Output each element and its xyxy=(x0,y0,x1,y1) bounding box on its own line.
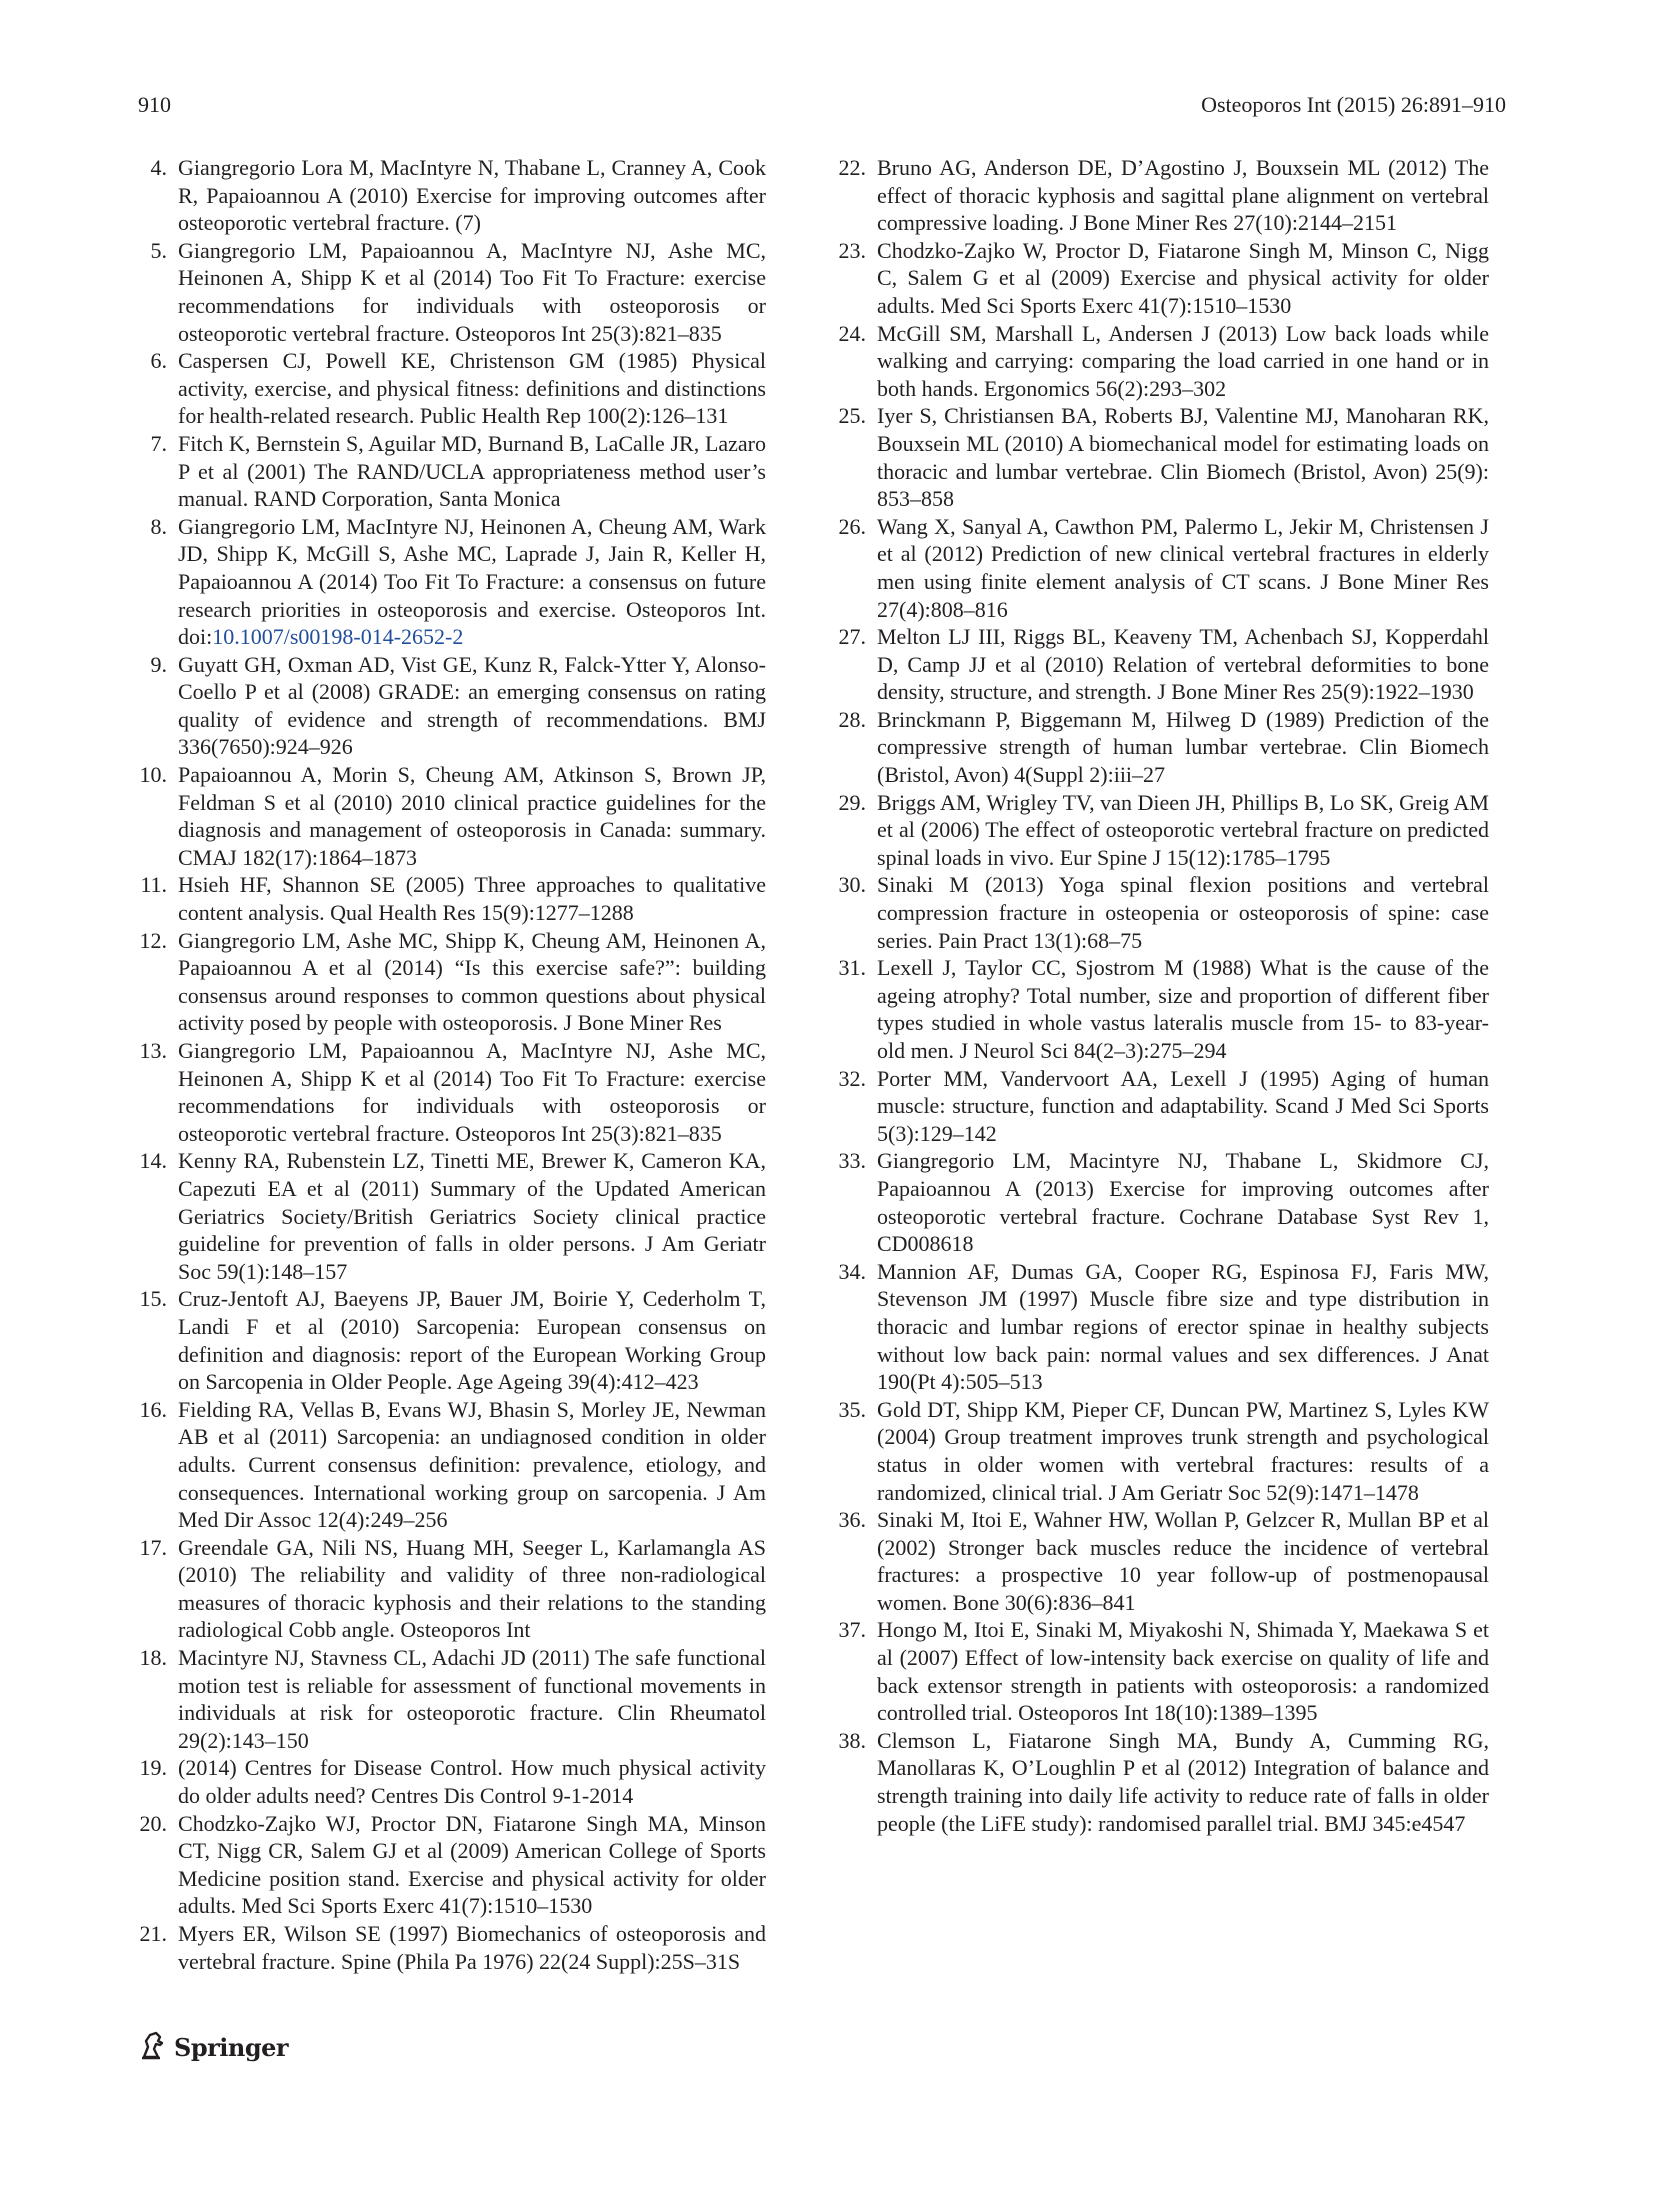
reference-number: 22. xyxy=(838,155,866,180)
reference-item xyxy=(138,1644,766,1754)
reference-item xyxy=(837,1727,1489,1837)
reference-item xyxy=(138,1285,766,1395)
reference-citation: Briggs AM, Wrigley TV, van Dieen JH, Phillips B, Lo SK, Greig AM et al (2006) The effect of osteoporotic vertebral fracture on predicted spinal loads in vivo. Eur Spine J 15(12):1785–1795 xyxy=(877,789,1489,870)
running-head: Osteoporos Int (2015) 26:891–910 xyxy=(1201,92,1506,117)
reference-number: 18. xyxy=(139,1645,167,1671)
reference-number: 24. xyxy=(838,320,866,346)
reference-number: 33. xyxy=(838,1148,866,1174)
reference-item xyxy=(138,1810,766,1920)
reference-item xyxy=(138,1920,766,1975)
reference-text xyxy=(178,1644,766,1754)
reference-number: 37. xyxy=(838,1617,866,1643)
reference-citation: Sinaki M, Itoi E, Wahner HW, Wollan P, Gelzcer R, Mullan BP et al (2002) Stronger back muscles reduce the incidence of vertebral fractures: a prospective 10 year follow-up of postmenopausal women. Bone 30(6):836–841 xyxy=(877,1507,1489,1615)
reference-citation: Gold DT, Shipp KM, Pieper CF, Duncan PW, Martinez S, Lyles KW (2004) Group treatment improves trunk strength and psychological status in older women with vertebral fractures: results of a randomized, clinical trial. J Am Geriatr Soc 52(9):1471–1478 xyxy=(877,1396,1489,1505)
reference-number: 14. xyxy=(139,1148,167,1174)
reference-citation: Hsieh HF, Shannon SE (2005) Three approaches to qualitative content analysis. Qual Health Res 15(9):1277–1288 xyxy=(178,872,766,926)
reference-item xyxy=(138,1534,766,1644)
reference-citation: Fielding RA, Vellas B, Evans WJ, Bhasin S, Morley JE, Newman AB et al (2011) Sarcopenia: an undiagnosed condition in older adults. Current consensus definition: prevalence, etiology, and consequences. International working group on sarcopenia. J Am Med Dir Assoc 12(4):249–256 xyxy=(178,1396,766,1533)
reference-citation: Porter MM, Vandervoort AA, Lexell J (1995) Aging of human muscle: structure, function and adaptability. Scand J Med Sci Sports 5(3):129–142 xyxy=(877,1065,1489,1146)
reference-text xyxy=(877,789,1489,872)
reference-item xyxy=(837,706,1489,789)
reference-citation: Chodzko-Zajko W, Proctor D, Fiatarone Singh M, Minson C, Nigg C, Salem G et al (2009) Exercise and physical activity for older adults. Med Sci Sports Exerc 41(7):1510–1530 xyxy=(877,237,1489,318)
reference-item xyxy=(837,1616,1489,1726)
reference-item xyxy=(138,1147,766,1285)
reference-number: 23. xyxy=(838,237,866,263)
reference-item xyxy=(138,347,766,430)
reference-citation: Sinaki M (2013) Yoga spinal flexion positions and vertebral compression fracture in osteopenia or osteoporosis of spine: case series. Pain Pract 13(1):68–75 xyxy=(877,872,1489,953)
reference-text xyxy=(178,651,766,761)
reference-item xyxy=(138,237,766,347)
reference-number: 9. xyxy=(150,651,167,677)
reference-item xyxy=(837,1506,1489,1616)
reference-number: 26. xyxy=(838,513,866,539)
reference-citation: Caspersen CJ, Powell KE, Christenson GM (1985) Physical activity, exercise, and physical fitness: definitions and distinctions for health-related research. Public Health Rep 100(2):126–131 xyxy=(178,348,766,429)
reference-citation: Wang X, Sanyal A, Cawthon PM, Palermo L, Jekir M, Christensen J et al (2012) Prediction of new clinical vertebral fractures in elderly men using finite element analysis of CT scans. J Bone Miner Res 27(4):808–816 xyxy=(877,513,1489,622)
reference-citation: Iyer S, Christiansen BA, Roberts BJ, Valentine MJ, Manoharan RK, Bouxsein ML (2010) A biomechanical model for estimating loads on thoracic and lumbar vertebrae. Clin Biomech (Bristol, Avon) 25(9): 853–858 xyxy=(877,403,1489,512)
reference-citation: Cruz-Jentoft AJ, Baeyens JP, Bauer JM, Boirie Y, Cederholm T, Landi F et al (2010) Sarcopenia: European consensus on definition and diagnosis: report of the European Working Group on Sarcopenia in Older People. Age Ageing 39(4):412–423 xyxy=(178,1286,766,1395)
reference-item xyxy=(138,513,766,651)
reference-text xyxy=(178,1396,766,1534)
reference-item xyxy=(837,237,1489,320)
reference-text xyxy=(178,347,766,430)
reference-number: 6. xyxy=(150,348,167,374)
reference-item xyxy=(837,320,1489,403)
reference-number: 35. xyxy=(838,1396,866,1422)
reference-text xyxy=(877,1727,1489,1837)
reference-text xyxy=(877,402,1489,512)
reference-text xyxy=(877,871,1489,954)
reference-text xyxy=(178,761,766,871)
publisher-name: Springer xyxy=(174,2033,289,2062)
reference-item xyxy=(138,1037,766,1147)
reference-citation: Bruno AG, Anderson DE, D’Agostino J, Bouxsein ML (2012) The effect of thoracic kyphosis and sagittal plane alignment on vertebral compressive loading. J Bone Miner Res 27(10):2144–2151 xyxy=(877,155,1489,236)
reference-text xyxy=(178,1920,766,1975)
reference-number: 25. xyxy=(838,403,866,429)
reference-number: 7. xyxy=(150,430,167,456)
reference-item xyxy=(138,1396,766,1534)
reference-item xyxy=(837,623,1489,706)
reference-text xyxy=(877,1258,1489,1396)
reference-number: 19. xyxy=(139,1755,167,1781)
reference-citation: Giangregorio LM, Macintyre NJ, Thabane L, Skidmore CJ, Papaioannou A (2013) Exercise for improving outcomes after osteoporotic vertebral fracture. Cochrane Database Syst Rev 1, CD008618 xyxy=(877,1148,1489,1257)
reference-text xyxy=(877,1147,1489,1257)
springer-logo xyxy=(138,2029,288,2066)
springer-horse-icon xyxy=(138,2029,170,2066)
reference-text xyxy=(178,1810,766,1920)
reference-citation: Lexell J, Taylor CC, Sjostrom M (1988) What is the cause of the ageing atrophy? Total number, size and proportion of different fiber types studied in whole vastus lateralis muscle from 15- to 83-year-old men. J Neurol Sci 84(2–3):275–294 xyxy=(877,955,1489,1063)
reference-item xyxy=(837,789,1489,872)
reference-text xyxy=(178,154,766,237)
reference-citation: Myers ER, Wilson SE (1997) Biomechanics of osteoporosis and vertebral fracture. Spine (Phila Pa 1976) 22(24 Suppl):25S–31S xyxy=(178,1921,766,1974)
reference-citation: Melton LJ III, Riggs BL, Keaveny TM, Achenbach SJ, Kopperdahl D, Camp JJ et al (2010) Relation of vertebral deformities to bone density, structure, and strength. J Bone Miner Res 25(9):1922–1930 xyxy=(877,624,1489,705)
reference-text xyxy=(877,954,1489,1064)
reference-text xyxy=(877,1396,1489,1506)
reference-item xyxy=(837,402,1489,512)
reference-item xyxy=(837,154,1489,237)
reference-text xyxy=(178,1534,766,1644)
reference-citation: Guyatt GH, Oxman AD, Vist GE, Kunz R, Falck-Ytter Y, Alonso-Coello P et al (2008) GRADE: an emerging consensus on rating quality of evidence and strength of recommendations. BMJ 336(7650):924–926 xyxy=(178,651,766,760)
reference-citation: Papaioannou A, Morin S, Cheung AM, Atkinson S, Brown JP, Feldman S et al (2010) 2010 clinical practice guidelines for the diagnosis and management of osteoporosis in Canada: summary. CMAJ 182(17):1864–1873 xyxy=(178,762,766,870)
reference-number: 16. xyxy=(139,1396,167,1422)
reference-number: 32. xyxy=(838,1065,866,1091)
reference-item xyxy=(837,1065,1489,1148)
reference-text xyxy=(877,1506,1489,1616)
reference-text xyxy=(178,237,766,347)
reference-text xyxy=(877,513,1489,623)
reference-text xyxy=(877,237,1489,320)
reference-citation: McGill SM, Marshall L, Andersen J (2013) Low back loads while walking and carrying: comparing the load carried in one hand or in both hands. Ergonomics 56(2):293–302 xyxy=(877,320,1489,401)
reference-citation: Fitch K, Bernstein S, Aguilar MD, Burnand B, LaCalle JR, Lazaro P et al (2001) The RAND/UCLA appropriateness method user’s manual. RAND Corporation, Santa Monica xyxy=(178,430,766,512)
reference-item xyxy=(138,154,766,237)
reference-item xyxy=(138,1754,766,1809)
reference-text xyxy=(178,430,766,513)
reference-item xyxy=(837,871,1489,954)
reference-number: 31. xyxy=(838,955,866,981)
reference-item xyxy=(138,651,766,761)
reference-number: 29. xyxy=(838,789,866,815)
reference-number: 4. xyxy=(150,155,167,180)
reference-text xyxy=(178,513,766,651)
references-left-column xyxy=(138,154,766,1975)
reference-item xyxy=(138,927,766,1037)
reference-text xyxy=(178,1037,766,1147)
reference-text xyxy=(178,1285,766,1395)
reference-citation: Chodzko-Zajko WJ, Proctor DN, Fiatarone Singh MA, Minson CT, Nigg CR, Salem GJ et al (2009) American College of Sports Medicine position stand. Exercise and physical activity for older adults. Med Sci Sports Exerc 41(7):1510–1530 xyxy=(178,1810,766,1919)
references-right-column xyxy=(837,154,1489,1837)
reference-number: 15. xyxy=(139,1286,167,1312)
reference-text xyxy=(178,927,766,1037)
reference-number: 21. xyxy=(139,1921,167,1946)
reference-number: 12. xyxy=(139,927,167,953)
reference-citation: Giangregorio LM, Papaioannou A, MacIntyre NJ, Ashe MC, Heinonen A, Shipp K et al (2014) Too Fit To Fracture: exercise recommendations for individuals with osteoporosis or osteoporotic vertebral fracture. Osteoporos Int 25(3):821–835 xyxy=(178,237,766,346)
reference-item xyxy=(837,954,1489,1064)
reference-item xyxy=(138,871,766,926)
reference-number: 20. xyxy=(139,1810,167,1836)
reference-text xyxy=(877,154,1489,237)
reference-number: 8. xyxy=(150,513,167,539)
reference-text xyxy=(178,871,766,926)
reference-number: 13. xyxy=(139,1038,167,1063)
doi-link[interactable]: 10.1007/s00198-014-2652-2 xyxy=(212,624,464,650)
reference-citation: Macintyre NJ, Stavness CL, Adachi JD (2011) The safe functional motion test is reliable for assessment of functional movements in individuals at risk for osteoporotic fracture. Clin Rheumatol 29(2):143–150 xyxy=(178,1645,766,1753)
reference-item xyxy=(138,761,766,871)
reference-number: 28. xyxy=(838,706,866,732)
reference-citation: Giangregorio LM, Papaioannou A, MacIntyre NJ, Ashe MC, Heinonen A, Shipp K et al (2014) Too Fit To Fracture: exercise recommendations for individuals with osteoporosis or osteoporotic vertebral fracture. Osteoporos Int 25(3):821–835 xyxy=(178,1038,766,1146)
reference-citation: Greendale GA, Nili NS, Huang MH, Seeger L, Karlamangla AS (2010) The reliability and validity of three non-radiological measures of thoracic kyphosis and their relations to the standing radiological Cobb angle. Osteoporos Int xyxy=(178,1534,766,1643)
reference-citation: Clemson L, Fiatarone Singh MA, Bundy A, Cumming RG, Manollaras K, O’Loughlin P et al (2012) Integration of balance and strength training into daily life activity to reduce rate of falls in older people (the LiFE study): randomised parallel trial. BMJ 345:e4547 xyxy=(877,1727,1489,1836)
reference-number: 27. xyxy=(838,624,866,650)
reference-number: 30. xyxy=(838,872,866,898)
reference-citation: Giangregorio LM, MacIntyre NJ, Heinonen A, Cheung AM, Wark JD, Shipp K, McGill S, Ashe MC, Laprade J, Jain R, Keller H, Papaioannou A (2014) Too Fit To Fracture: a consensus on future research priorities in osteoporosis and exercise. Osteoporos Int. doi: xyxy=(178,513,766,650)
reference-item xyxy=(837,1258,1489,1396)
reference-citation: Giangregorio Lora M, MacIntyre N, Thabane L, Cranney A, Cook R, Papaioannou A (2010) Exercise for improving outcomes after osteoporotic vertebral fracture. (7) xyxy=(178,155,766,236)
reference-text xyxy=(877,1065,1489,1148)
reference-number: 34. xyxy=(838,1258,866,1284)
reference-number: 10. xyxy=(139,762,167,788)
reference-citation: Mannion AF, Dumas GA, Cooper RG, Espinosa FJ, Faris MW, Stevenson JM (1997) Muscle fibre size and type distribution in thoracic and lumbar regions of erector spinae in healthy subjects without low back pain: normal values and sex differences. J Anat 190(Pt 4):505–513 xyxy=(877,1258,1489,1395)
reference-citation: Hongo M, Itoi E, Sinaki M, Miyakoshi N, Shimada Y, Maekawa S et al (2007) Effect of low-intensity back exercise on quality of life and back extensor strength in patients with osteoporosis: a randomized controlled trial. Osteoporos Int 18(10):1389–1395 xyxy=(877,1617,1489,1726)
reference-item xyxy=(837,1147,1489,1257)
reference-number: 36. xyxy=(838,1507,866,1533)
reference-citation: Kenny RA, Rubenstein LZ, Tinetti ME, Brewer K, Cameron KA, Capezuti EA et al (2011) Summary of the Updated American Geriatrics Society/British Geriatrics Society clinical practice guideline for prevention of falls in older persons. J Am Geriatr Soc 59(1):148–157 xyxy=(178,1148,766,1284)
reference-text xyxy=(877,1616,1489,1726)
reference-citation: Giangregorio LM, Ashe MC, Shipp K, Cheung AM, Heinonen A, Papaioannou A et al (2014) “Is this exercise safe?”: building consensus around responses to common questions about physical activity posed by people with osteoporosis. J Bone Miner Res xyxy=(178,927,766,1036)
page-number: 910 xyxy=(138,92,171,117)
reference-text xyxy=(877,623,1489,706)
reference-text xyxy=(178,1147,766,1285)
reference-number: 11. xyxy=(140,872,167,898)
reference-number: 5. xyxy=(150,237,167,263)
reference-item xyxy=(138,430,766,513)
reference-item xyxy=(837,513,1489,623)
reference-text xyxy=(877,706,1489,789)
reference-text xyxy=(178,1754,766,1809)
reference-number: 17. xyxy=(139,1534,167,1560)
reference-number: 38. xyxy=(838,1727,866,1753)
reference-citation: Brinckmann P, Biggemann M, Hilweg D (1989) Prediction of the compressive strength of human lumbar vertebrae. Clin Biomech (Bristol, Avon) 4(Suppl 2):iii–27 xyxy=(877,706,1489,788)
reference-text xyxy=(877,320,1489,403)
reference-item xyxy=(837,1396,1489,1506)
reference-citation: (2014) Centres for Disease Control. How much physical activity do older adults need? Centres Dis Control 9-1-2014 xyxy=(178,1755,766,1809)
